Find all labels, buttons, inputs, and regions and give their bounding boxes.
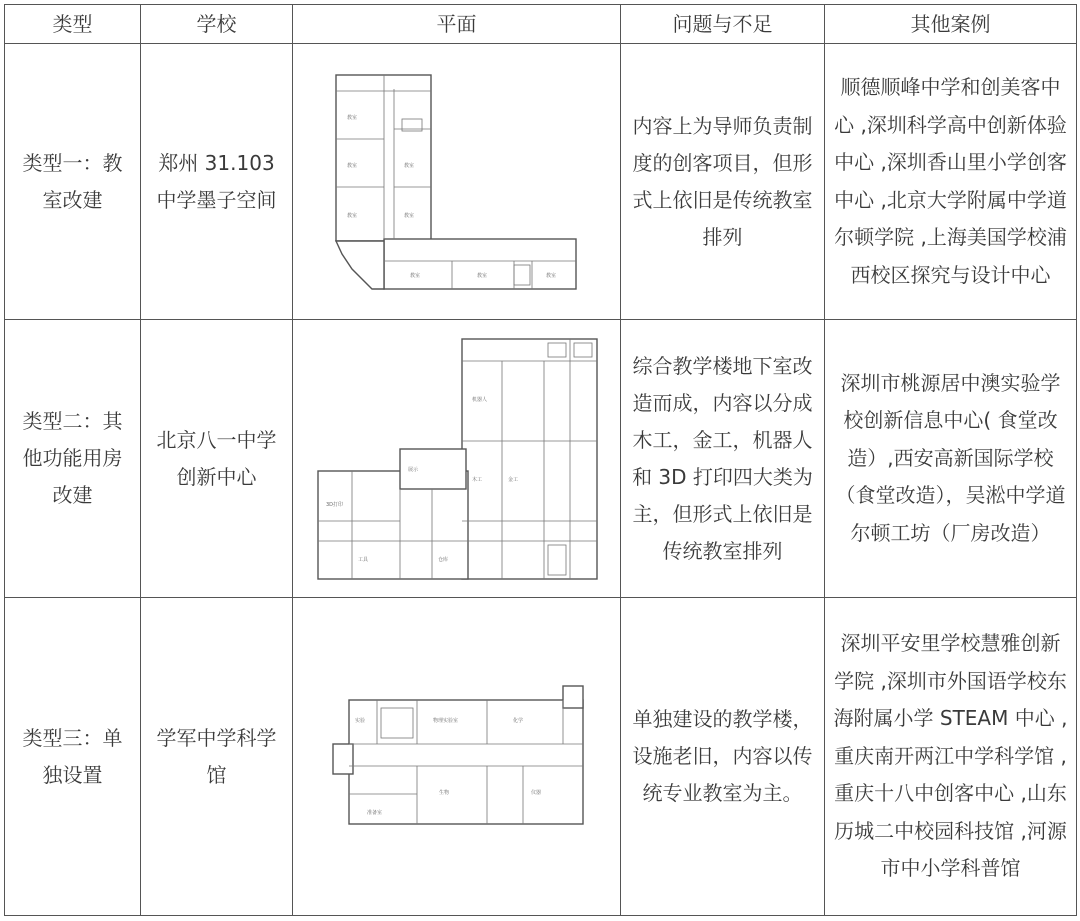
svg-text:实验: 实验 (354, 717, 365, 724)
row-type-text: 类型三：单独设置 (22, 725, 123, 787)
svg-text:教室: 教室 (476, 272, 487, 279)
row-others (825, 598, 1077, 916)
svg-text:教室: 教室 (346, 162, 357, 169)
floor-plan-image (327, 682, 587, 832)
row-others-text: 深圳平安里学校慧雅创新学院 ,深圳市外国语学校东海附属小学 STEAM 中心 ,重庆南开两江中学科学馆 ,重庆十八中创客中心 ,山东历城二中校园科技馆 ,河源市中小学科普馆 (833, 631, 1068, 881)
floor-plan-cell (293, 44, 621, 320)
header-others: 其他案例 (825, 5, 1077, 44)
header-type: 类型 (5, 5, 141, 44)
table-row (5, 320, 1077, 598)
svg-text:准备室: 准备室 (366, 809, 382, 816)
row-issue (621, 598, 825, 916)
row-others-text: 深圳市桃源居中澳实验学校创新信息中心( 食堂改造）,西安高新国际学校（食堂改造），吴淞中学道尔顿工坊（厂房改造） (835, 370, 1066, 545)
floor-plan-image (312, 331, 602, 587)
row-school-text: 北京八一中学创新中心 (156, 427, 277, 489)
floor-plan-cell (293, 320, 621, 598)
row-type-text: 类型一：教室改建 (22, 150, 123, 212)
row-school (141, 320, 293, 598)
svg-text:物理实验室: 物理实验室 (432, 717, 458, 724)
row-others (825, 320, 1077, 598)
row-school (141, 44, 293, 320)
row-school (141, 598, 293, 916)
svg-text:教室: 教室 (545, 272, 556, 279)
svg-text:教室: 教室 (409, 272, 420, 279)
row-issue (621, 44, 825, 320)
svg-text:展示: 展示 (407, 466, 418, 473)
table-row (5, 44, 1077, 320)
svg-text:机器人: 机器人 (471, 396, 487, 403)
svg-text:仓库: 仓库 (437, 556, 448, 563)
floor-plan-cell (293, 598, 621, 916)
svg-text:教室: 教室 (403, 162, 414, 169)
row-issue-text: 内容上为导师负责制度的创客项目，但形式上依旧是传统教室排列 (632, 113, 813, 249)
floor-plan-image (332, 69, 582, 295)
svg-text:化学: 化学 (512, 717, 523, 724)
svg-text:教室: 教室 (346, 212, 357, 219)
header-row (5, 5, 1077, 44)
header-school: 学校 (141, 5, 293, 44)
row-others (825, 44, 1077, 320)
row-others-text: 顺德顺峰中学和创美客中心 ,深圳科学高中创新体验中心 ,深圳香山里小学创客中心 ,北京大学附属中学道尔顿学院 ,上海美国学校浦西校区探究与设计中心 (834, 75, 1067, 287)
svg-text:工具: 工具 (357, 556, 368, 563)
header-issue: 问题与不足 (621, 5, 825, 44)
svg-text:仪器: 仪器 (530, 789, 541, 796)
row-type (5, 598, 141, 916)
svg-text:金工: 金工 (507, 476, 518, 483)
svg-text:3D打印: 3D打印 (325, 501, 343, 508)
svg-text:木工: 木工 (471, 476, 482, 483)
comparison-table (4, 4, 1077, 916)
row-issue-text: 单独建设的教学楼，设施老旧，内容以传统专业教室为主。 (632, 707, 813, 805)
svg-text:教室: 教室 (346, 114, 357, 121)
header-plan: 平面 (293, 5, 621, 44)
svg-text:教室: 教室 (403, 212, 414, 219)
row-school-text: 学军中学科学馆 (156, 725, 277, 787)
row-issue-text: 综合教学楼地下室改造而成，内容以分成木工，金工，机器人和 3D 打印四大类为主，但形式上依旧是传统教室排列 (632, 353, 813, 563)
row-issue (621, 320, 825, 598)
svg-text:生物: 生物 (438, 789, 449, 796)
row-type (5, 320, 141, 598)
row-type (5, 44, 141, 320)
row-school-text: 郑州 31.103 中学墨子空间 (156, 150, 277, 212)
row-type-text: 类型二：其他功能用房改建 (22, 409, 123, 507)
table-row (5, 598, 1077, 916)
